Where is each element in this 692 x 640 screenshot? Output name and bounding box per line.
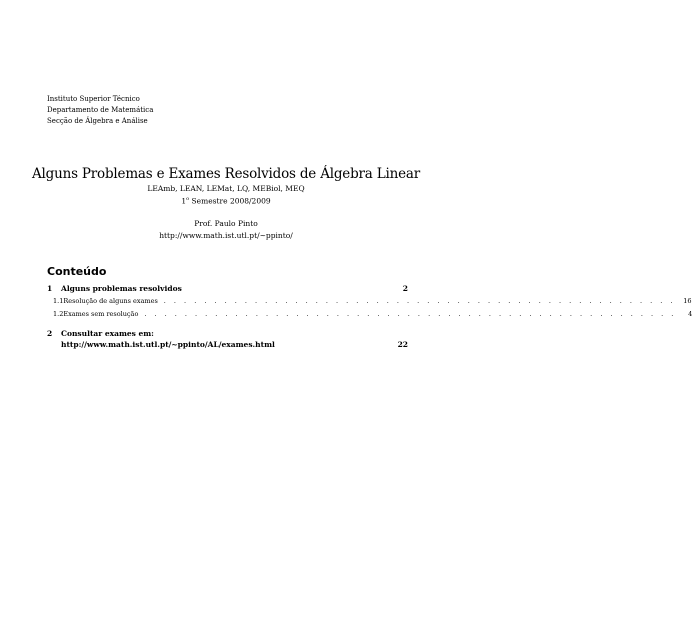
institution-header [47, 94, 153, 127]
toc-entry-page: 4 [688, 310, 692, 318]
semester-line [0, 196, 452, 206]
toc-entry-url: http://www.math.ist.utl.pt/~ppinto/AL/exames.html [61, 340, 275, 349]
toc-entry-page: 16 [683, 297, 692, 305]
semester-ordinal: o [186, 196, 190, 202]
semester-text: Semestre 2008/2009 [189, 196, 271, 206]
author-line: Prof. Paulo Pinto [194, 219, 258, 228]
toc-entry-number: 1.2 [53, 310, 64, 318]
toc-leader-dots: . . . . . . . . . . . . . . . . . . . . . . . . . . . . . . . . . . . . . . . . . . . . . . . . . . . [163, 297, 676, 305]
institution-name: Instituto Superior Técnico [47, 95, 140, 103]
toc-entry-number: 1.1 [53, 297, 64, 305]
toc-entry-page: 22 [397, 340, 408, 349]
department-name: Departamento de Matemática [47, 106, 154, 114]
toc-entry-title: Resolução de alguns exames [63, 297, 158, 305]
semester-number: 1 [181, 196, 187, 206]
toc-entry-page: 2 [402, 284, 408, 293]
toc-entry-1-2[interactable] [47, 310, 692, 318]
document-title: Alguns Problemas e Exames Resolvidos de Álgebra Linear [32, 166, 420, 182]
toc-heading: Conteúdo [47, 265, 107, 278]
section-name: Secção de Álgebra e Análise [47, 117, 148, 125]
toc-entry-2-continued[interactable] [47, 340, 408, 349]
toc-entry-1[interactable] [47, 284, 408, 293]
toc-entry-number: 1 [47, 284, 53, 293]
toc-entry-number: 2 [47, 329, 53, 338]
toc-leader-dots: . . . . . . . . . . . . . . . . . . . . . . . . . . . . . . . . . . . . . . . . . . . . . . . . . . . . . [144, 310, 677, 318]
toc-entry-1-1[interactable] [47, 297, 692, 305]
courses-line: LEAmb, LEAN, LEMat, LQ, MEBiol, MEQ [147, 184, 305, 193]
toc-entry-title: Alguns problemas resolvidos [61, 284, 182, 293]
toc-entry-2[interactable] [47, 329, 408, 338]
toc-entry-title: Consultar exames em: [61, 329, 154, 338]
author-url[interactable]: http://www.math.ist.utl.pt/~ppinto/ [159, 231, 293, 240]
toc-entry-title: Exames sem resolução [63, 310, 139, 318]
